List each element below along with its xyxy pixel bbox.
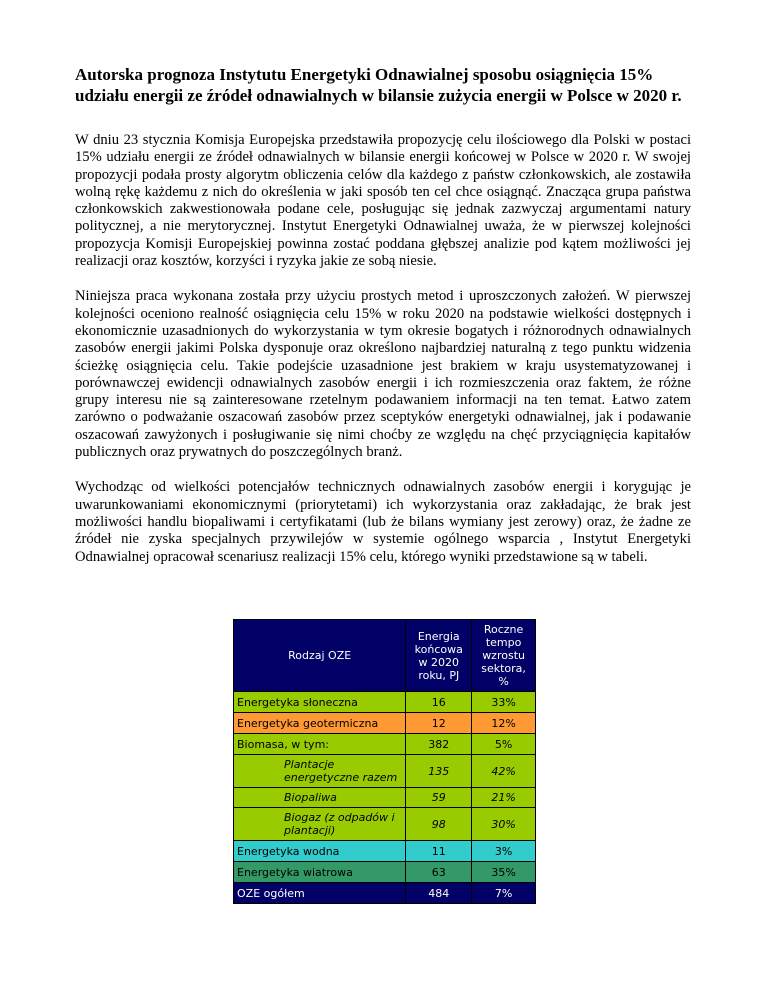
row-label: Plantacje energetyczne razem [234, 755, 406, 788]
table-row-energy-plantations [234, 755, 536, 788]
row-growth: 7% [472, 883, 536, 904]
header-oze-type: Rodzaj OZE [234, 620, 406, 692]
row-energy: 11 [406, 841, 472, 862]
header-energy: Energia końcowa w 2020 roku, PJ [406, 620, 472, 692]
row-label: Biomasa, w tym: [234, 734, 406, 755]
table-row-biofuels [234, 788, 536, 808]
table-row-wind [234, 862, 536, 883]
table-row-geothermal [234, 713, 536, 734]
document-page [75, 64, 691, 584]
row-energy: 135 [406, 755, 472, 788]
row-energy: 16 [406, 692, 472, 713]
row-label: Energetyka geotermiczna [234, 713, 406, 734]
row-label: Biogaz (z odpadów i plantacji) [234, 808, 406, 841]
table-row-total [234, 883, 536, 904]
row-growth: 30% [472, 808, 536, 841]
oze-table [233, 619, 536, 904]
table-header-row [234, 620, 536, 692]
row-label: Energetyka wodna [234, 841, 406, 862]
row-growth: 5% [472, 734, 536, 755]
row-growth: 42% [472, 755, 536, 788]
oze-table-wrapper [233, 619, 536, 904]
table-row-biomass [234, 734, 536, 755]
table-row-solar [234, 692, 536, 713]
row-label: Biopaliwa [234, 788, 406, 808]
row-growth: 33% [472, 692, 536, 713]
row-energy: 98 [406, 808, 472, 841]
row-growth: 35% [472, 862, 536, 883]
row-label: Energetyka słoneczna [234, 692, 406, 713]
table-row-hydro [234, 841, 536, 862]
header-growth: Roczne tempo wzrostu sektora, % [472, 620, 536, 692]
row-energy: 12 [406, 713, 472, 734]
row-energy: 484 [406, 883, 472, 904]
row-energy: 59 [406, 788, 472, 808]
row-energy: 63 [406, 862, 472, 883]
paragraph-1: W dniu 23 stycznia Komisja Europejska przedstawiła propozycję celu ilościowego dla Polski w postaci 15% udziału energii ze źródeł odnawialnych w bilansie energii końcowej w Polsce w 2020 r. W swojej propozycji podała prosty algorytm obliczenia celów dla każdego z państw członkowskich, ale zostawiła wolną rękę każdemu z nich do określenia w jaki sposób ten cel chce osiągnąć. Znacząca grupa państwa członkowskich zakwestionowała podane cele, posługując się jednak zazwyczaj argumentami natury politycznej, a nie merytorycznej. Instytut Energetyki Odnawialnej uważa, że w pierwszej kolejności propozycja Komisji Europejskiej powinna zostać poddana głębszej analizie pod kątem możliwości jej realizacji oraz kosztów, korzyści i ryzyka jakie ze sobą niesie. [75, 132, 691, 270]
row-label: Energetyka wiatrowa [234, 862, 406, 883]
document-title: Autorska prognoza Instytutu Energetyki Odnawialnej sposobu osiągnięcia 15% udziału energii ze źródeł odnawialnych w bilansie zużycia energii w Polsce w 2020 r. [75, 65, 682, 105]
row-growth: 3% [472, 841, 536, 862]
row-label: OZE ogółem [234, 883, 406, 904]
row-growth: 21% [472, 788, 536, 808]
row-energy: 382 [406, 734, 472, 755]
table-row-biogas [234, 808, 536, 841]
paragraph-2: Niniejsza praca wykonana została przy użyciu prostych metod i uproszczonych założeń. W pierwszej kolejności oceniono realność osiągnięcia celu 15% w roku 2020 na podstawie wielkości dostępnych i ekonomicznie uzasadnionych do wykorzystania w tym okresie bogatych i różnorodnych odnawialnych zasobów energii jakimi Polska dysponuje oraz określono najbardziej naturalną z tego punktu widzenia ścieżkę osiągnięcia celu. Takie podejście uzasadnione jest brakiem w kraju usystematyzowanej i porównawczej ewidencji odnawialnych zasobów energii i ich rozmieszczenia oraz faktem, że różne grupy interesu nie są zainteresowane rzetelnym podawaniem informacji na ten temat. Łatwo zatem zarówno o podważanie oszacowań zasobów przez sceptyków energetyki odnawialnej, jak i podawanie oszacowań zawyżonych i posługiwanie się nimi choćby ze względu na chęć przyciągnięcia kapitałów publicznych oraz prywatnych do poszczególnych branż. [75, 288, 691, 461]
row-growth: 12% [472, 713, 536, 734]
paragraph-3: Wychodząc od wielkości potencjałów technicznych odnawialnych zasobów energii i korygując je uwarunkowaniami ekonomicznymi (priorytetami) ich wykorzystania oraz zakładając, że brak jest możliwości handlu biopaliwami i certyfikatami (lub że bilans wymiany jest zerowy) oraz, że żadne ze źródeł nie zyska specjalnych przywilejów w systemie ogólnego wsparcia , Instytut Energetyki Odnawialnej opracował scenariusz realizacji 15% celu, którego wyniki przedstawione są w tabeli. [75, 479, 691, 565]
